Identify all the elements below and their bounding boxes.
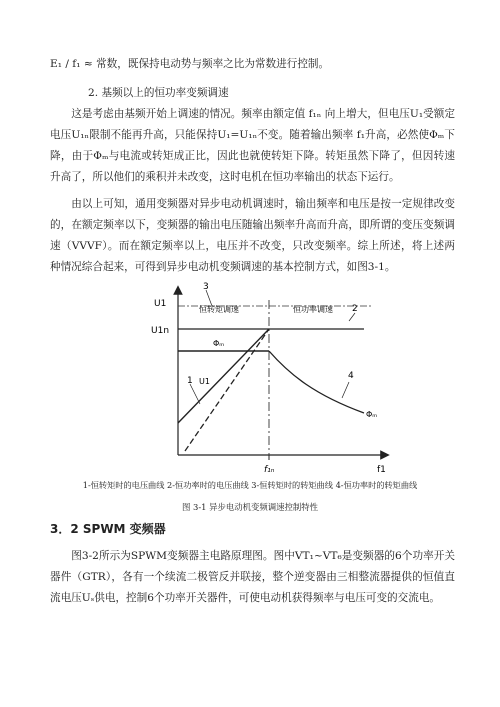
- section-2-title: 2. 基频以上的恒功率变频调速: [88, 87, 229, 99]
- curve-number-4: 4: [348, 371, 354, 381]
- u1n-label: U1n: [151, 326, 170, 336]
- phi-curve-label: Φₘ: [366, 410, 378, 419]
- curve-1-ideal: [185, 329, 269, 451]
- curve-number-3: 3: [203, 282, 209, 292]
- top-line: E₁ / f₁ ≈ 常数，既保持电动势与频率之比为常数进行控制。: [50, 58, 330, 70]
- curve-number-2: 2: [352, 304, 358, 314]
- y-axis-label: U1: [154, 299, 167, 309]
- figure-title-caption: 图 3-1 异步电动机变频调速控制特性: [181, 502, 319, 512]
- section-heading: 3．2 SPWM 变频器: [50, 522, 166, 536]
- paragraph-2: 由以上可知，通用变频器对异步电动机调速时，输出频率和电压是按一定规律改变的，在额定频率以下，变频器的输出电压随输出频率升高而升高，即所谓的变压变频调速（VVVF）。而在额定频率以上，电压并不改变，只改变频率。综上所述，将上述两种情况综合起来，可得到异步电动机变频调速的基本控制方式，如图3-1。: [50, 198, 455, 273]
- x-axis-label: f1: [377, 465, 386, 475]
- region-left-label: 恒转矩调速: [199, 305, 239, 314]
- region-right-label: 恒功率调速: [293, 305, 333, 314]
- paragraph-1: 这是考虑由基频开始上调速的情况。频率由额定值 f₁ₙ 向上增大，但电压U₁受额定电压U₁ₙ限制不能再升高，只能保持U₁=U₁ₙ不变。随着输出频率 f₁升高，必然使Φₘ下降，由于Φₘ与电流或转矩成正比，因此也就使转矩下降。转矩虽然下降了，但因转速升高了，所以他们的乘积并未改变，这时电机在恒功率输出的状态下运行。: [50, 108, 455, 183]
- curve-number-1: 1: [187, 376, 193, 386]
- f1n-label: f₁ₙ: [264, 465, 275, 475]
- u1-curve-label: U1: [199, 377, 210, 386]
- phi-m-label: Φₘ: [213, 339, 225, 348]
- figure-legend-caption: 1-恒转矩时的电压曲线 2-恒功率时的电压曲线 3-恒转矩时的转矩曲线 4-恒功率时的转矩曲线: [82, 480, 418, 490]
- paragraph-3: 图3-2所示为SPWM变频器主电路原理图。图中VT₁~VT₆是变频器的6个功率开关器件（GTR），各有一个续流二极管反并联接，整个逆变器由三相整流器提供的恒值直流电压Uₛ供电，控制6个功率开关器件，可使电动机获得频率与电压可变的交流电。: [50, 550, 455, 604]
- curve-4: [269, 351, 364, 413]
